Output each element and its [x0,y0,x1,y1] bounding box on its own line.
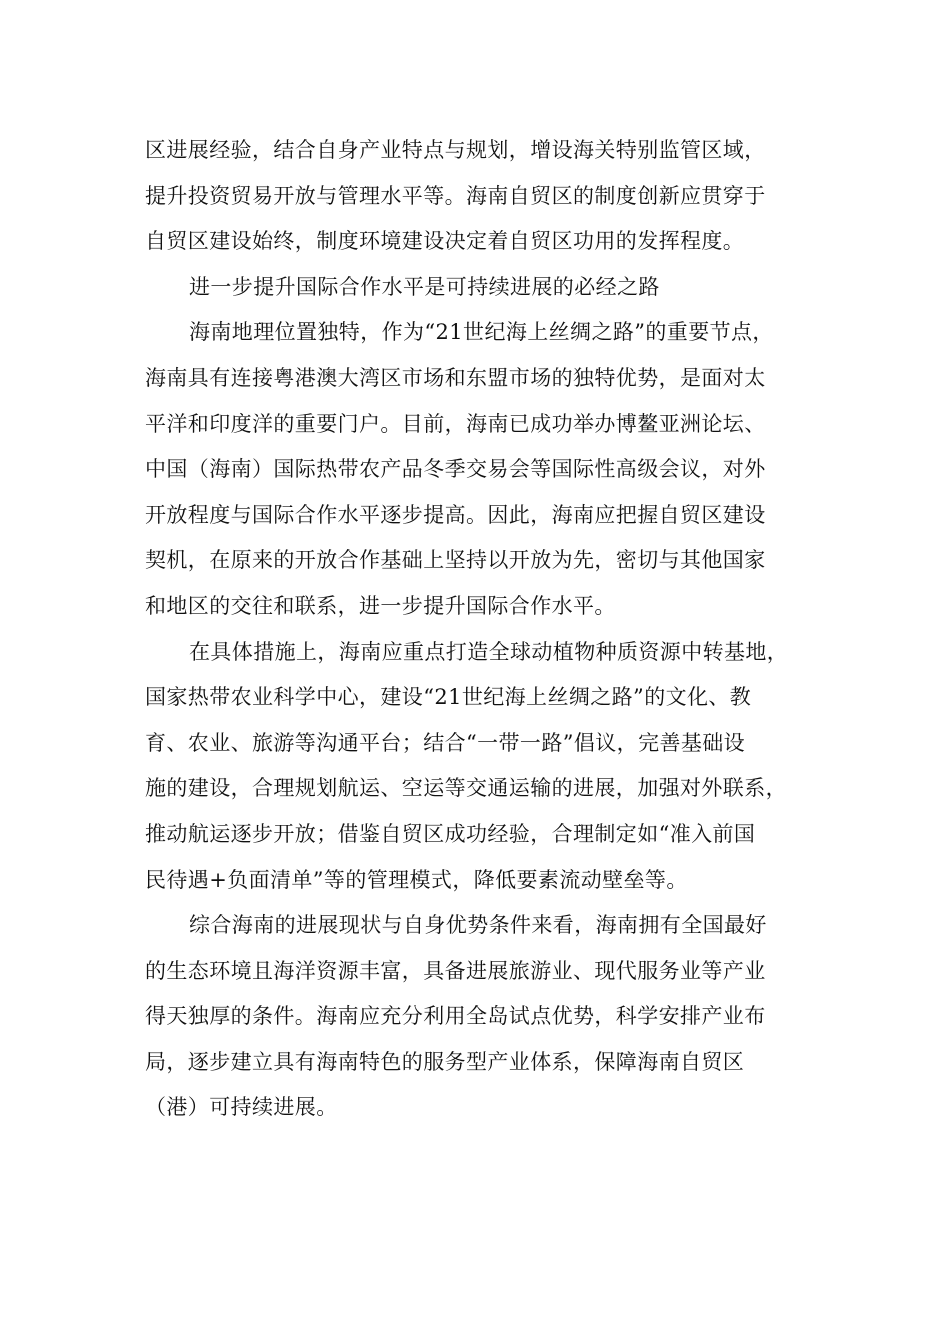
text-line: 育、农业、旅游等沟通平台；结合“一带一路”倡议，完善基础设 [145,730,746,755]
text-line: 海南具有连接粤港澳大湾区市场和东盟市场的独特优势，是面对太 [145,365,766,390]
text-line: 中国（海南）国际热带农产品冬季交易会等国际性高级会议，对外 [145,457,766,482]
section-heading-text: 进一步提升国际合作水平是可持续进展的必经之路 [189,274,660,299]
text-line: 和地区的交往和联系，进一步提升国际合作水平。 [145,593,616,618]
text-line: 的生态环境且海洋资源丰富，具备进展旅游业、现代服务业等产业 [145,958,766,983]
text-line: 提升投资贸易开放与管理水平等。海南自贸区的制度创新应贯穿于 [145,183,766,208]
paragraph-4 [145,903,835,1131]
text-line: 平洋和印度洋的重要门户。目前，海南已成功举办博鳌亚洲论坛、 [145,411,766,436]
paragraph-3 [145,630,835,904]
text-line: 自贸区建设始终，制度环境建设决定着自贸区功用的发挥程度。 [145,229,745,254]
text-line: 契机，在原来的开放合作基础上坚持以开放为先，密切与其他国家 [145,548,766,573]
text-line: 在具体措施上，海南应重点打造全球动植物种质资源中转基地， [189,639,789,664]
section-heading [145,265,835,311]
text-line: 民待遇+负面清单”等的管理模式，降低要素流动壁垒等。 [145,867,688,892]
text-line: 施的建设，合理规划航运、空运等交通运输的进展，加强对外联系， [145,776,787,801]
text-line: 海南地理位置独特，作为“21世纪海上丝绸之路”的重要节点， [189,320,774,345]
text-line: 综合海南的进展现状与自身优势条件来看，海南拥有全国最好 [189,913,767,938]
text-line: 推动航运逐步开放；借鉴自贸区成功经验，合理制定如“准入前国 [145,821,756,846]
text-line: 国家热带农业科学中心，建设“21世纪海上丝绸之路”的文化、教 [145,685,752,710]
text-line: 得天独厚的条件。海南应充分利用全岛试点优势，科学安排产业布 [145,1004,766,1029]
text-line: （港）可持续进展。 [145,1095,338,1120]
text-line: 开放程度与国际合作水平逐步提高。因此，海南应把握自贸区建设 [145,502,766,527]
paragraph-2 [145,310,835,629]
paragraph-1 [145,128,835,265]
text-line: 局，逐步建立具有海南特色的服务型产业体系，保障海南自贸区 [145,1049,745,1074]
document-body [145,128,835,1131]
text-line: 区进展经验，结合自身产业特点与规划，增设海关特别监管区域， [145,138,766,162]
